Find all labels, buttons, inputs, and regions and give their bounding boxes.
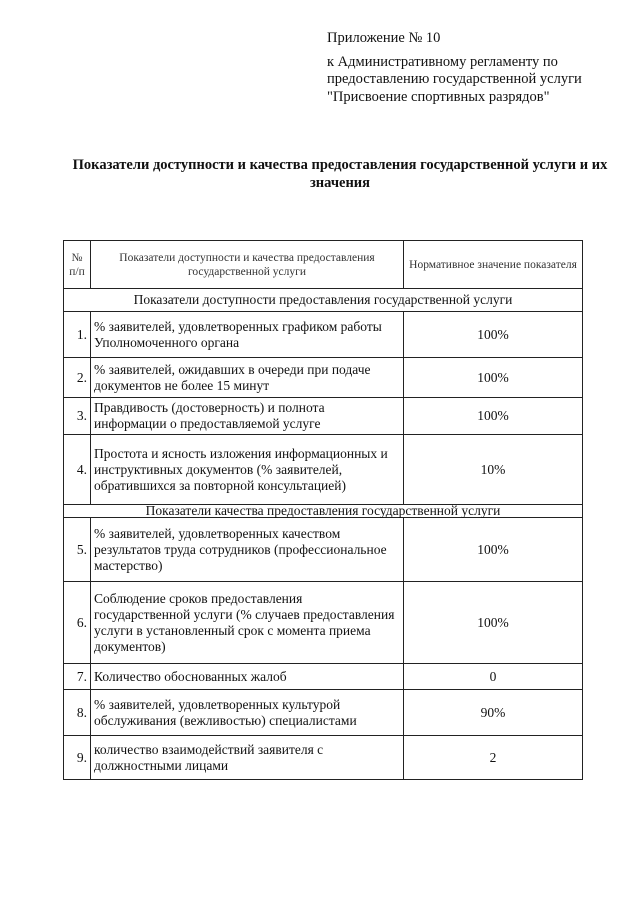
indicators-table [63,240,583,780]
section-row [64,505,583,518]
row-indicator: % заявителей, удовлетворенных качеством результатов труда сотрудников (профессиональное мастерство) [91,518,404,582]
table-row [64,664,583,690]
section-row [64,289,583,312]
table-row [64,736,583,780]
row-value: 100% [404,398,583,435]
table-row [64,312,583,358]
document-title: Показатели доступности и качества предоставления государственной услуги и их значения [72,157,608,191]
table-row [64,358,583,398]
table-row [64,518,583,582]
table-row [64,398,583,435]
row-number: 2. [64,358,91,398]
row-value: 10% [404,435,583,505]
appendix-caption: к Административному регламенту по предоставлению государственной услуги "Присвоение спортивных разрядов" [327,53,582,105]
appendix-number: Приложение № 10 [327,30,441,46]
row-number: 4. [64,435,91,505]
row-number: 8. [64,690,91,736]
section-quality: Показатели качества предоставления государственной услуги [64,505,583,518]
row-number: 5. [64,518,91,582]
row-value: 100% [404,518,583,582]
row-value: 100% [404,582,583,664]
section-availability: Показатели доступности предоставления государственной услуги [64,289,583,312]
row-value: 100% [404,358,583,398]
header-indicator: Показатели доступности и качества предоставления государственной услуги [91,241,404,289]
row-number: 9. [64,736,91,780]
row-number: 3. [64,398,91,435]
row-value: 0 [404,664,583,690]
row-indicator: Количество обоснованных жалоб [91,664,404,690]
row-indicator: Соблюдение сроков предоставления государственной услуги (% случаев предоставления услуги в установленный срок с момента приема документов) [91,582,404,664]
table-row [64,582,583,664]
row-indicator: количество взаимодействий заявителя с должностными лицами [91,736,404,780]
row-value: 90% [404,690,583,736]
row-indicator: % заявителей, удовлетворенных культурой обслуживания (вежливостью) специалистами [91,690,404,736]
appendix-block [327,30,627,106]
row-number: 1. [64,312,91,358]
row-value: 100% [404,312,583,358]
row-indicator: Простота и ясность изложения информационных и инструктивных документов (% заявителей, обратившихся за повторной консультацией) [91,435,404,505]
row-indicator: Правдивость (достоверность) и полнота информации о предоставляемой услуге [91,398,404,435]
row-indicator: % заявителей, удовлетворенных графиком работы Уполномоченного органа [91,312,404,358]
header-value: Нормативное значение показателя [404,241,583,289]
row-number: 6. [64,582,91,664]
row-indicator: % заявителей, ожидавших в очереди при подаче документов не более 15 минут [91,358,404,398]
row-value: 2 [404,736,583,780]
table-row [64,690,583,736]
header-num: № п/п [64,241,91,289]
table-header-row [64,241,583,289]
table-row [64,435,583,505]
row-number: 7. [64,664,91,690]
